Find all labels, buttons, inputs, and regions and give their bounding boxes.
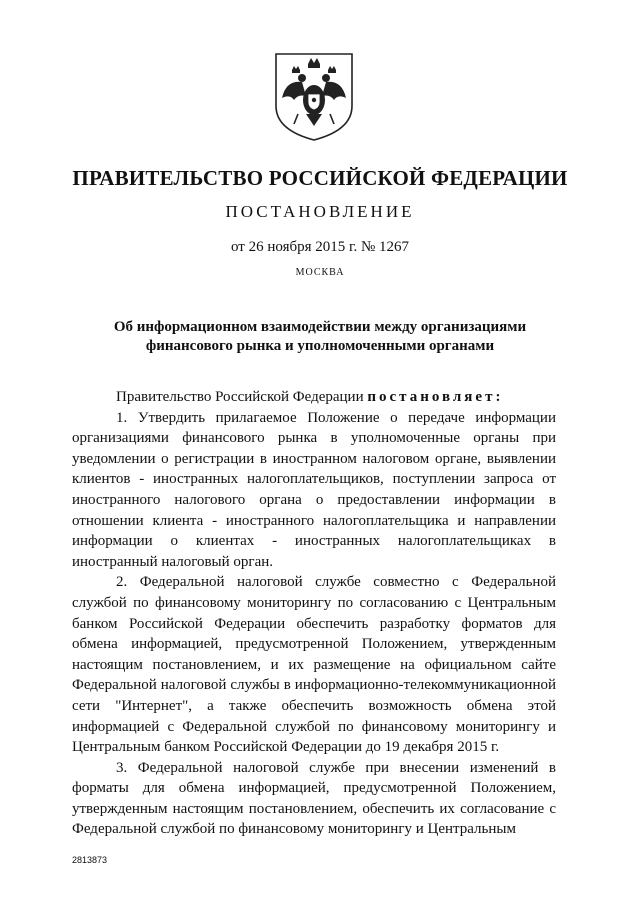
paragraph-1: 1. Утвердить прилагаемое Положение о передаче информации организациями финансового рынка в уполномоченные органы при уведомлении о регистрации в иностранном налоговом органе, выявлении клиентов - иностранных налогоплательщиков, поступлении запроса от иностранного налогового органа о предоставлении информации в отношении клиента - иностранного налогоплательщика и направлении информации о клиентах - иностранных налогоплательщиках в иностранный налоговый орган. <box>72 409 556 570</box>
document-subject <box>60 318 580 356</box>
document-date-number: от 26 ноября 2015 г. № 1267 <box>230 239 410 255</box>
intro-resolves: постановляет: <box>367 389 504 405</box>
paragraph-3: 3. Федеральной налоговой службе при внесении изменений в форматы для обмена информацией, предусмотренной Положением, утвержденным настоящим постановлением, обеспечить их согласование с Федеральной службой по финансовому мониторингу и Центральным <box>72 759 556 838</box>
coat-of-arms-emblem <box>272 50 356 142</box>
subject-line-2: финансового рынка и уполномоченными органами <box>145 338 495 354</box>
subject-line-1: Об информационном взаимодействии между организациями <box>113 319 527 335</box>
document-city: МОСКВА <box>295 267 345 278</box>
paragraph-2: 2. Федеральной налоговой службе совместно с Федеральной службой по финансовому мониторингу по согласованию с Центральным банком Российской Федерации обеспечить разработку форматов для обмена информацией, предусмотренной Положением, утвержденным настоящим постановлением, и их размещение на официальном сайте Федеральной налоговой службы в информационно-телекоммуникационной сети "Интернет", а также обеспечить возможность обмена этой информацией с Федеральной службой по финансовому мониторингу и Центральным банком Российской Федерации до 19 декабря 2015 г. <box>72 574 556 756</box>
intro-prefix: Правительство Российской Федерации <box>116 389 368 405</box>
document-code: 2813873 <box>72 855 108 865</box>
document-type: ПОСТАНОВЛЕНИЕ <box>225 202 415 221</box>
intro-paragraph <box>72 387 556 408</box>
document-body <box>72 387 556 840</box>
government-title: ПРАВИТЕЛЬСТВО РОССИЙСКОЙ ФЕДЕРАЦИИ <box>72 166 568 190</box>
